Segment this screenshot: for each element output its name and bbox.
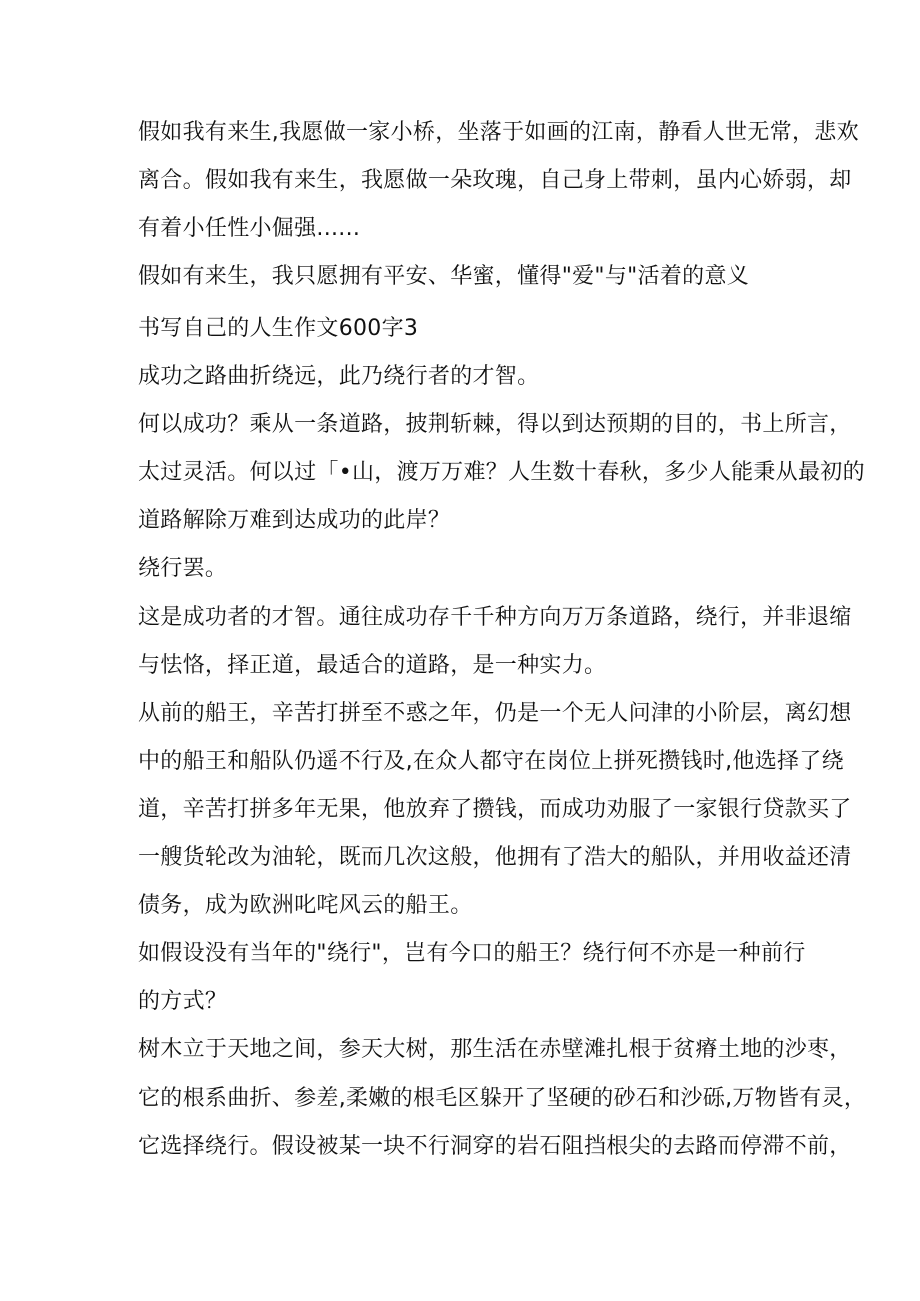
text-line: 的方式？ xyxy=(138,989,228,1014)
text-line: 一艘货轮改为油轮，既而几次这般，他拥有了浩大的船队，并用收益还清 xyxy=(138,845,852,870)
text-line: 与怯恪，择正道，最适合的道路，是一种实力。 xyxy=(138,653,607,678)
text-line: 中的船王和船队仍遥不行及,在众人都守在岗位上拼死攒钱时,他选择了绕 xyxy=(138,749,844,774)
text-line: 道，辛苦打拼多年无果，他放弃了攒钱，而成功劝服了一家银行贷款买了 xyxy=(138,797,852,822)
text-line: 成功之路曲折绕远，此乃绕行者的才智。 xyxy=(138,364,540,389)
text-line: 如假设没有当年的"绕行"，岂有今口的船王？绕行何不亦是一种前行 xyxy=(138,941,806,966)
text-line: 债务，成为欧洲叱咤风云的船王。 xyxy=(138,893,473,918)
text-line: 有着小任性小倔强...... xyxy=(138,216,361,241)
section-heading: 书写自己的人生作文600字3 xyxy=(138,316,419,341)
text-line: 道路解除万难到达成功的此岸？ xyxy=(138,508,451,533)
text-line: 它的根系曲折、参差,柔嫩的根毛区躲开了坚硬的砂石和沙砾,万物皆有灵， xyxy=(138,1086,867,1111)
text-line: 假如有来生，我只愿拥有平安、华蜜，懂得"爱"与"活着的意义 xyxy=(138,264,750,289)
text-line: 从前的船王，辛苦打拼至不惑之年，仍是一个无人问津的小阶层，离幻想 xyxy=(138,701,852,726)
text-line: 这是成功者的才智。通往成功存千千种方向万万条道路，绕行，并非退缩 xyxy=(138,605,852,630)
text-line: 树木立于天地之间，参天大树，那生活在赤壁滩扎根于贫瘠土地的沙枣， xyxy=(138,1037,852,1062)
text-line: 太过灵活。何以过「•山，渡万万难？人生数十春秋，多少人能秉从最初的 xyxy=(138,460,865,485)
text-line: 何以成功？乘从一条道路，披荆斩棘，得以到达预期的目的，书上所言， xyxy=(138,412,852,437)
text-line: 它选择绕行。假设被某一块不行洞穿的岩石阻挡根尖的去路而停滞不前， xyxy=(138,1134,852,1159)
text-line: 离合。假如我有来生，我愿做一朵玫瑰，自己身上带刺，虽内心娇弱，却 xyxy=(138,168,852,193)
text-line: 假如我有来生,我愿做一家小桥，坐落于如画的江南，静看人世无常，悲欢 xyxy=(138,120,859,145)
text-line: 绕行罢。 xyxy=(138,556,228,581)
